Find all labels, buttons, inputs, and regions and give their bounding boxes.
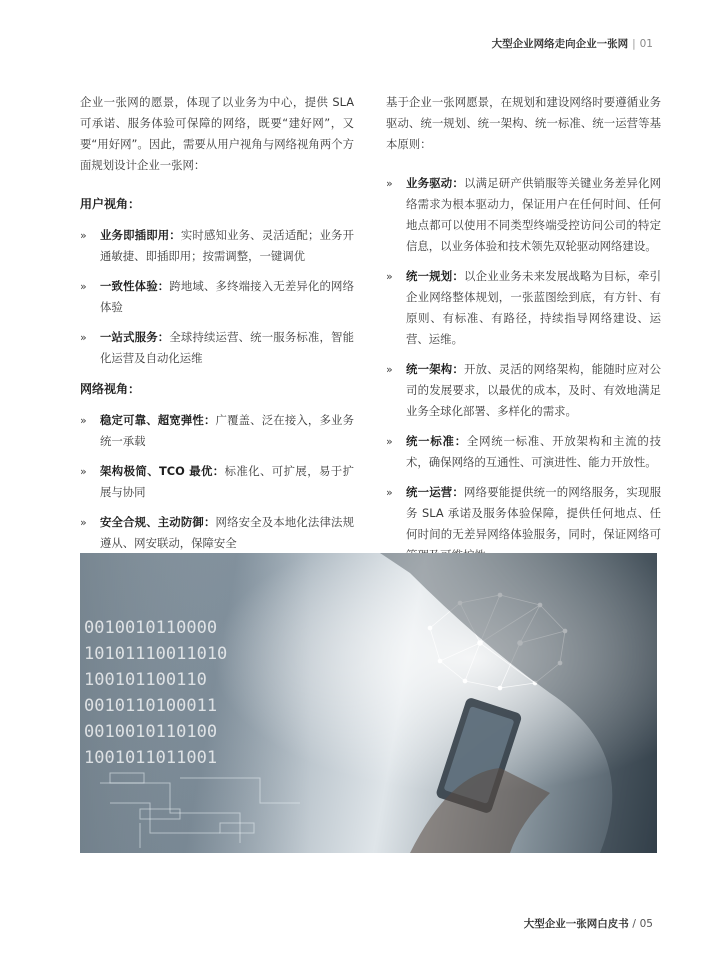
bullet-icon: » [80, 229, 87, 242]
page-number: 05 [639, 918, 653, 930]
bullet-icon: » [80, 516, 87, 529]
list-item [386, 431, 661, 473]
list-item [386, 266, 661, 350]
bullet-icon: » [80, 331, 87, 344]
footer-title: 大型企业一张网白皮书 [523, 918, 629, 930]
list-item [80, 327, 354, 369]
left-column [80, 92, 354, 564]
item-term: 统一运营： [406, 485, 464, 499]
bullet-icon: » [386, 177, 393, 190]
item-term: 业务驱动： [406, 176, 464, 190]
list-item [386, 173, 661, 257]
item-text: 开放、灵活的网络架构，能随时应对公司的发展要求，以最优的成本，及时、有效地满足业务全球化部署、多样化的需求。 [406, 362, 661, 418]
item-text: 全球持续运营、统一服务标准，智能化运营及自动化运维 [100, 330, 354, 365]
header-separator: | [632, 37, 636, 50]
hero-illustration [80, 553, 657, 853]
item-text: 实时感知业务、灵活适配；业务开通敏捷、即插即用；按需调整，一键调优 [100, 228, 354, 263]
item-term: 统一标准： [406, 434, 467, 448]
item-text: 全网统一标准、开放架构和主流的技术，确保网络的互通性、可演进性、能力开放性。 [406, 434, 661, 469]
network-view-heading: 网络视角： [80, 382, 141, 396]
binary-row: 1001011011001 [84, 748, 218, 768]
item-term: 安全合规、主动防御： [100, 515, 216, 529]
item-term: 统一规划： [406, 269, 464, 283]
header-chapter-number: 01 [639, 37, 653, 50]
hero-image [80, 553, 657, 853]
binary-row: 100101100110 [84, 670, 207, 690]
network-view-list [80, 410, 354, 554]
binary-row: 0010010110100 [84, 722, 218, 742]
list-item [80, 225, 354, 267]
user-view-heading: 用户视角： [80, 197, 141, 211]
item-term: 统一架构： [406, 362, 464, 376]
list-item [80, 461, 354, 503]
item-term: 稳定可靠、超宽弹性： [100, 413, 216, 427]
item-text: 以满足研产供销服等关键业务差异化网络需求为根本驱动力，保证用户在任何时间、任何地点都可以使用不同类型终端受控访问公司的特定信息，以业务体验和技术领先双轮驱动网络建设。 [406, 176, 661, 253]
list-item [80, 276, 354, 318]
item-term: 一致性体验： [100, 279, 170, 293]
item-text: 网络要能提供统一的网络服务，实现服务 SLA 承诺及服务体验保障，提供任何地点、任何时间的无差异网络体验服务，同时，保证网络可 [406, 485, 661, 541]
right-column [386, 92, 661, 576]
bullet-icon: » [80, 465, 87, 478]
item-text: 广覆盖、泛在接入，多业务统一承载 [100, 413, 354, 448]
item-text: 标准化、可扩展，易于扩展与协同 [100, 464, 354, 499]
list-item [386, 359, 661, 422]
item-term: 业务即插即用： [100, 228, 181, 242]
bullet-icon: » [386, 363, 393, 376]
binary-row: 10101110011010 [84, 644, 228, 664]
bullet-icon: » [80, 414, 87, 427]
bullet-icon: » [386, 270, 393, 283]
bullet-icon: » [80, 280, 87, 293]
binary-row: 0010010110000 [84, 618, 218, 638]
page-header [492, 36, 653, 51]
bullet-icon: » [386, 486, 393, 499]
list-item [80, 410, 354, 452]
item-text: 跨地域、多终端接入无差异化的网络体验 [100, 279, 354, 314]
page-footer [524, 916, 653, 931]
list-item [80, 512, 354, 554]
left-intro-paragraph: 企业一张网的愿景，体现了以业务为中心，提供 SLA 可承诺、服务体验可保障的网络，既要“建好网”，又要“用好网”。因此，需要从用户视角与网络视角两个方面规划设计企业一张网： [80, 95, 354, 172]
bullet-icon: » [386, 435, 393, 448]
user-view-list [80, 225, 354, 369]
item-text: 网络安全及本地化法律法规遵从、网安联动，保障安全 [100, 515, 354, 550]
item-term: 一站式服务： [100, 330, 170, 344]
principles-list [386, 173, 661, 566]
binary-row: 0010110100011 [84, 696, 218, 716]
header-title: 大型企业网络走向企业一张网 [491, 38, 629, 50]
footer-separator: / [632, 918, 636, 930]
right-intro-paragraph: 基于企业一张网愿景，在规划和建设网络时要遵循业务驱动、统一规划、统一架构、统一标准、统一运营等基本原则： [386, 95, 661, 151]
item-text: 以企业业务未来发展战略为目标，牵引企业网络整体规划，一张蓝图绘到底，有方针、有原则、有标准、有路径，持续指导网络建设、运营、运维。 [406, 269, 661, 346]
item-term: 架构极简、TCO 最优： [100, 464, 225, 478]
